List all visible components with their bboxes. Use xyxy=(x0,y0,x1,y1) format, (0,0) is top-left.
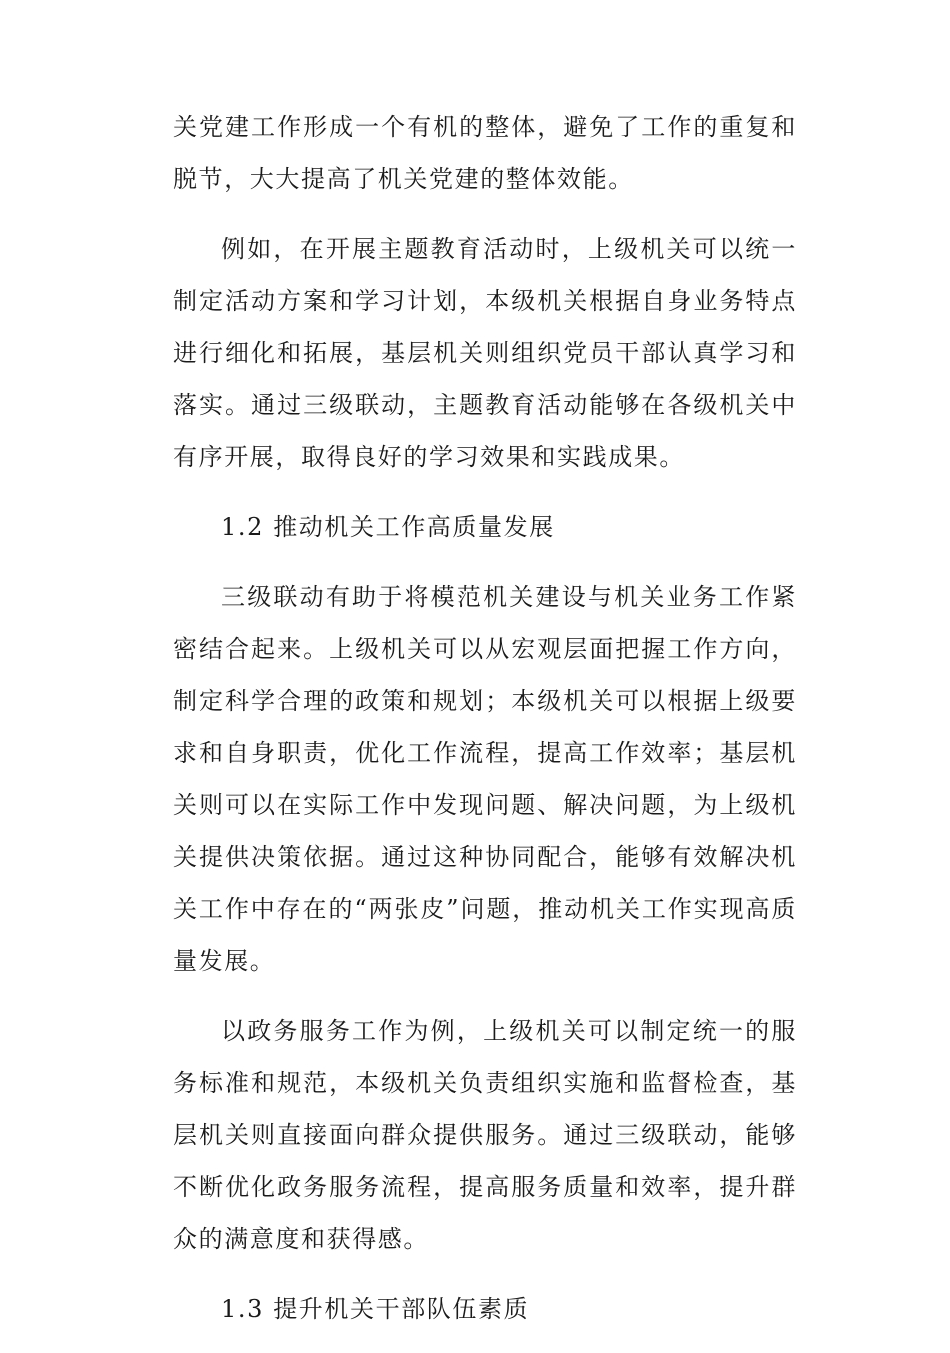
document-body xyxy=(173,101,797,1353)
paragraph-continuation: 关党建工作形成一个有机的整体，避免了工作的重复和脱节，大大提高了机关党建的整体效能。 xyxy=(173,113,797,193)
paragraph-government-service-example: 以政务服务工作为例，上级机关可以制定统一的服务标准和规范，本级机关负责组织实施和监督检查，基层机关则直接面向群众提供服务。通过三级联动，能够不断优化政务服务流程，提高服务质量和效率，提升群众的满意度和获得感。 xyxy=(173,1017,797,1253)
paragraph-high-quality-development: 三级联动有助于将模范机关建设与机关业务工作紧密结合起来。上级机关可以从宏观层面把握工作方向，制定科学合理的政策和规划；本级机关可以根据上级要求和自身职责，优化工作流程，提高工作效率；基层机关则可以在实际工作中发现问题、解决问题，为上级机关提供决策依据。通过这种协同配合，能够有效解决机关工作中存在的“两张皮”问题，推动机关工作实现高质量发展。 xyxy=(173,583,797,975)
section-heading-1-3: 1.3 提升机关干部队伍素质 xyxy=(221,1295,530,1323)
section-heading-1-2: 1.2 推动机关工作高质量发展 xyxy=(221,513,555,541)
paragraph-theme-education-example: 例如，在开展主题教育活动时，上级机关可以统一制定活动方案和学习计划，本级机关根据自身业务特点进行细化和拓展，基层机关则组织党员干部认真学习和落实。通过三级联动，主题教育活动能够在各级机关中有序开展，取得良好的学习效果和实践成果。 xyxy=(173,235,797,471)
